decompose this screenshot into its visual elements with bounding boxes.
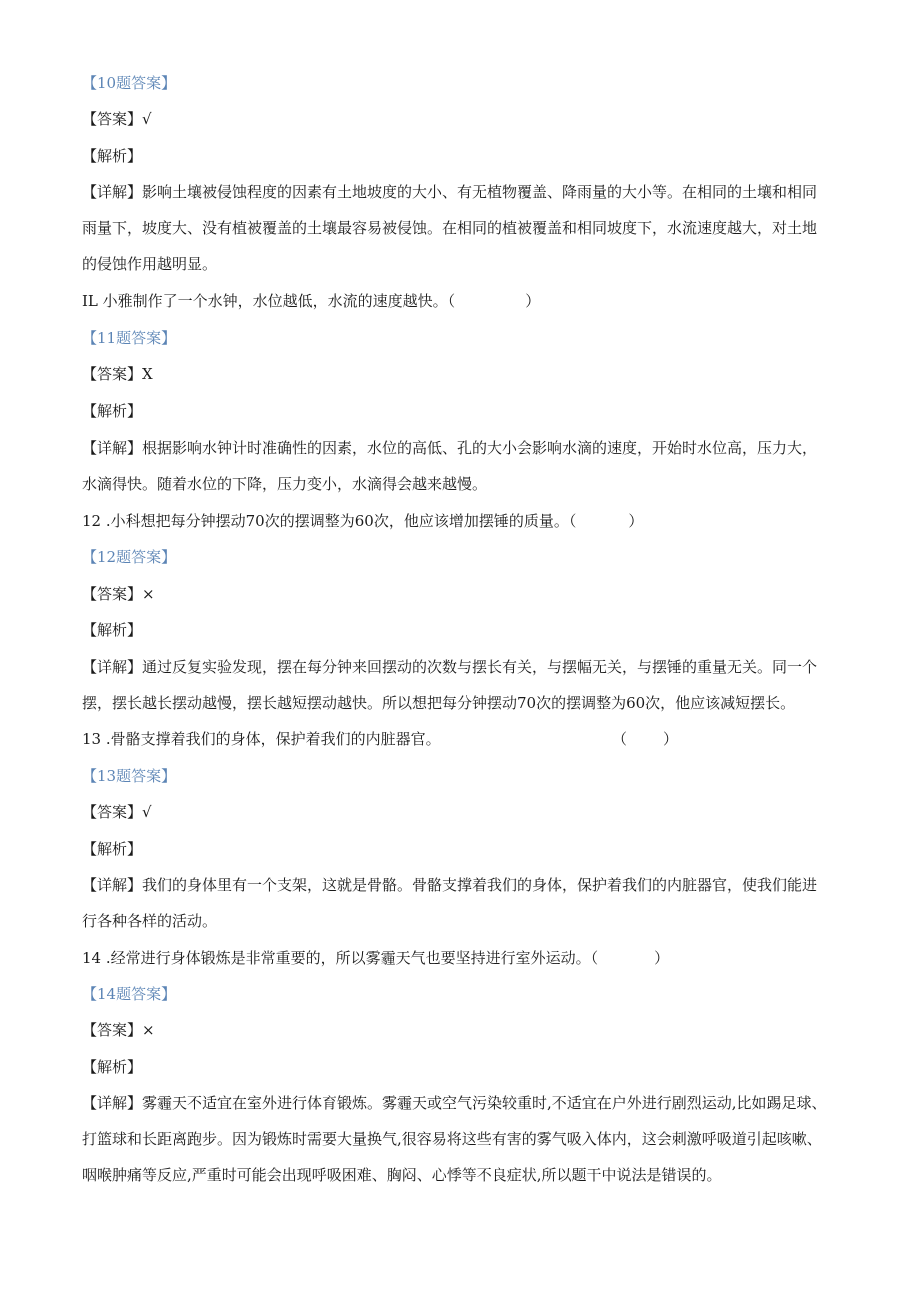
detail-line-14-2: 打篮球和长距离跑步。因为锻炼时需要大量换气,很容易将这些有害的雾气吸入体内，这会刺激呼吸道引起咳嗽、 bbox=[82, 1130, 822, 1148]
analysis-label-10: 【解析】 bbox=[82, 147, 143, 165]
detail-label: 【详解】 bbox=[82, 439, 143, 457]
detail-line-11-2: 水滴得快。随着水位的下降，压力变小，水滴得会越来越慢。 bbox=[82, 475, 488, 493]
question-text: .小科想把每分钟摆动70次的摆调整为60次，他应该增加摆锤的质量。（ bbox=[105, 512, 577, 530]
analysis-label-11: 【解析】 bbox=[82, 402, 143, 420]
question-13 bbox=[82, 729, 441, 749]
answer-line-14 bbox=[82, 1020, 155, 1040]
answer-label: 【答案】 bbox=[82, 803, 143, 821]
answer-label: 【答案】 bbox=[82, 365, 143, 383]
answer-label: 【答案】 bbox=[82, 110, 143, 128]
question-12 bbox=[82, 511, 643, 531]
detail-line-10-1 bbox=[82, 182, 817, 202]
question-close: ） bbox=[628, 512, 644, 530]
question-14 bbox=[82, 948, 669, 968]
detail-line-10-2: 雨量下，坡度大、没有植被覆盖的土壤最容易被侵蚀。在相同的植被覆盖和相同坡度下，水流速度越大，对土地 bbox=[82, 219, 818, 237]
question-open: （ bbox=[612, 730, 628, 748]
answer-label: 【答案】 bbox=[82, 585, 143, 603]
detail-label: 【详解】 bbox=[82, 876, 143, 894]
answer-value: × bbox=[142, 1021, 155, 1039]
question-text: .经常进行身体锻炼是非常重要的，所以雾霾天气也要坚持进行室外运动。（ bbox=[105, 949, 599, 967]
question-number: IL bbox=[82, 292, 98, 310]
analysis-label-12: 【解析】 bbox=[82, 621, 143, 639]
answer-line-10 bbox=[82, 109, 152, 129]
answer-line-13 bbox=[82, 802, 152, 822]
answer-line-12 bbox=[82, 584, 155, 604]
detail-line-14-1 bbox=[82, 1093, 827, 1113]
detail-text: 影响土壤被侵蚀程度的因素有土地坡度的大小、有无植物覆盖、降雨量的大小等。在相同的土壤和相同 bbox=[142, 183, 818, 201]
answer-value: √ bbox=[142, 803, 152, 821]
question-number: 12 bbox=[82, 512, 102, 530]
answer-label: 【答案】 bbox=[82, 1021, 143, 1039]
analysis-label-13: 【解析】 bbox=[82, 840, 143, 858]
analysis-label-14: 【解析】 bbox=[82, 1058, 143, 1076]
answer-value: × bbox=[142, 585, 155, 603]
question-text: 小雅制作了一个水钟，水位越低，水流的速度越快。（ bbox=[102, 292, 456, 310]
answer-header-10: 【10题答案】 bbox=[82, 74, 177, 92]
question-11 bbox=[82, 291, 540, 311]
detail-text: 雾霾天不适宜在室外进行体育锻炼。雾霾天或空气污染较重时,不适宜在户外进行剧烈运动,比如踢足球、 bbox=[142, 1094, 827, 1112]
question-close: ） bbox=[654, 949, 670, 967]
detail-text: 我们的身体里有一个支架，这就是骨骼。骨骼支撑着我们的身体，保护着我们的内脏器官，使我们能进 bbox=[142, 876, 818, 894]
answer-value: X bbox=[142, 365, 153, 383]
detail-label: 【详解】 bbox=[82, 183, 143, 201]
detail-line-11-1 bbox=[82, 438, 817, 458]
detail-text: 根据影响水钟计时准确性的因素，水位的高低、孔的大小会影响水滴的速度，开始时水位高，压力大， bbox=[142, 439, 818, 457]
question-text: .骨骼支撑着我们的身体，保护着我们的内脏器官。 bbox=[105, 730, 441, 748]
question-close: ） bbox=[663, 730, 679, 748]
detail-line-12-2: 摆，摆长越长摆动越慢，摆长越短摆动越快。所以想把每分钟摆动70次的摆调整为60次，他应该减短摆长。 bbox=[82, 694, 796, 712]
detail-line-10-3: 的侵蚀作用越明显。 bbox=[82, 255, 218, 273]
answer-value: √ bbox=[142, 110, 152, 128]
answer-header-14: 【14题答案】 bbox=[82, 985, 177, 1003]
answer-header-11: 【11题答案】 bbox=[82, 329, 177, 347]
answer-line-11 bbox=[82, 364, 153, 384]
answer-header-12: 【12题答案】 bbox=[82, 548, 177, 566]
question-close: ） bbox=[525, 292, 541, 310]
question-number: 14 bbox=[82, 949, 102, 967]
question-13-blank bbox=[612, 729, 678, 749]
answer-header-13: 【13题答案】 bbox=[82, 767, 177, 785]
detail-label: 【详解】 bbox=[82, 658, 143, 676]
detail-text: 通过反复实验发现，摆在每分钟来回摆动的次数与摆长有关，与摆幅无关，与摆锤的重量无关。同一个 bbox=[142, 658, 818, 676]
detail-line-13-1 bbox=[82, 875, 817, 895]
detail-line-12-1 bbox=[82, 657, 817, 677]
detail-line-14-3: 咽喉肿痛等反应,严重时可能会出现呼吸困难、胸闷、心悸等不良症状,所以题干中说法是错误的。 bbox=[82, 1166, 722, 1184]
detail-line-13-2: 行各种各样的活动。 bbox=[82, 912, 218, 930]
detail-label: 【详解】 bbox=[82, 1094, 143, 1112]
question-number: 13 bbox=[82, 730, 102, 748]
